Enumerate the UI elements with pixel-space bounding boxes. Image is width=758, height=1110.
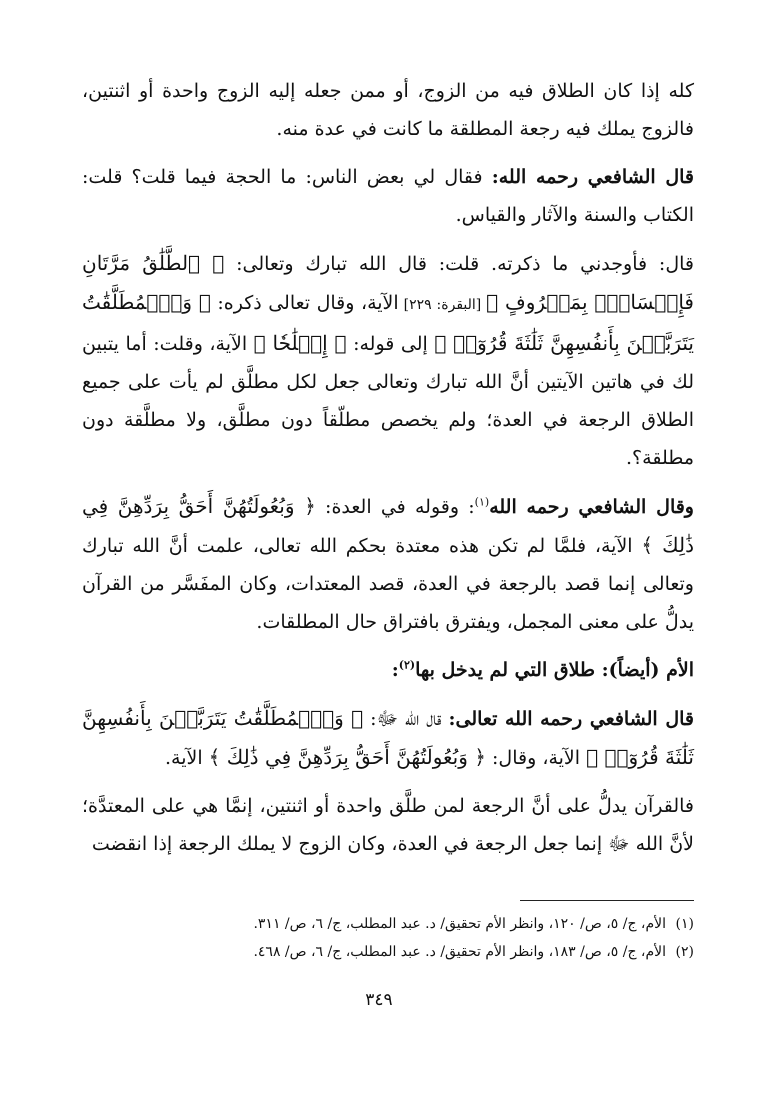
section-heading — [82, 651, 694, 689]
speaker-label: وقال الشافعي رحمه الله — [489, 496, 694, 518]
quran-verse: ﴿ وَبُعُولَتُهُنَّ أَحَقُّ بِرَدِّهِنَّ فِي ذَٰلِكَ ﴾ — [208, 745, 486, 769]
paragraph-2-text: فقال لي بعض الناس: ما الحجة فيما قلت؟ قلت: الكتاب والسنة والآثار والقياس. — [82, 166, 694, 226]
paragraph-3-text-3: إلى قوله: — [346, 333, 435, 355]
footnotes — [82, 910, 694, 966]
paragraph-2 — [82, 158, 694, 234]
footnote-item — [82, 938, 694, 966]
page-body — [82, 72, 694, 873]
paragraph-4-text-1: : وقوله في العدة: — [315, 496, 475, 518]
paragraph-5-text-1: قال الله ﷻ: — [363, 708, 449, 730]
paragraph-6 — [82, 787, 694, 863]
paragraph-3-text-2: الآية، وقال تعالى ذكره: — [210, 292, 399, 314]
section-heading-text: الأم (أيضاً): طلاق التي لم يدخل بها — [415, 659, 694, 681]
paragraph-5 — [82, 699, 694, 777]
paragraph-1-text: كله إذا كان الطلاق فيه من الزوج، أو ممن جعله إليه الزوج واحدة أو اثنتين، فالزوج يملك فيه رجعة المطلقة ما كانت في عدة منه. — [82, 80, 694, 140]
footnote-text: الأم، ج/ ٥، ص/ ١٢٠، وانظر الأم تحقيق/ د. عبد المطلب، ج/ ٦، ص/ ٣١١. — [253, 916, 666, 932]
section-heading-colon: : — [391, 659, 399, 681]
quran-verse: ﴿ ٱلطَّلَٰقُ مَرَّتَانِ فَإِمۡسَاكُۢ بِمَعۡرُوفٍ ﴾ — [82, 251, 694, 314]
paragraph-4 — [82, 487, 694, 641]
footnote-number: (١) — [675, 916, 694, 932]
page-number: ٣٤٩ — [365, 990, 393, 1010]
footnote-item — [82, 910, 694, 938]
speaker-label: قال الشافعي رحمه الله تعالى: — [448, 708, 694, 730]
quran-verse: ﴿ وَٱلۡمُطَلَّقَٰتُ يَتَرَبَّصۡنَ بِأَنفُسِهِنَّ ثَلَٰثَةَ قُرُوٓءٖ ﴾ — [82, 706, 694, 769]
paragraph-5-text-3: الآية. — [164, 747, 209, 769]
paragraph-3-text-4: الآية، وقلت: أما يتبين لك في هاتين الآيتين أنَّ الله تبارك وتعالى جعل لكل مطلَّق لم يأت على جميع الطلاق الرجعة في العدة؛ ولم يخصص مطلّقاً دون مطلَّق، ولا مطلَّقة دون مطلقة؟. — [82, 333, 694, 469]
footnote-number: (٢) — [675, 944, 694, 960]
paragraph-5-text-2: الآية، وقال: — [485, 747, 587, 769]
footnote-marker: (١) — [474, 495, 490, 509]
paragraph-3-text-1: قال: فأوجدني ما ذكرته. قلت: قال الله تبارك وتعالى: — [224, 253, 694, 275]
footnote-text: الأم، ج/ ٥، ص/ ١٨٣، وانظر الأم تحقيق/ د. عبد المطلب، ج/ ٦، ص/ ٤٦٨. — [253, 944, 666, 960]
quran-verse: ﴿ وَبُعُولَتُهُنَّ أَحَقُّ بِرَدِّهِنَّ فِي ذَٰلِكَ ﴾ — [82, 494, 694, 557]
quran-verse: ﴿ وَٱلۡمُطَلَّقَٰتُ يَتَرَبَّصۡنَ بِأَنفُسِهِنَّ ثَلَٰثَةَ قُرُوٓءٖ ﴾ — [82, 290, 694, 355]
paragraph-6-text: فالقرآن يدلُّ على أنَّ الرجعة لمن طلَّق واحدة أو اثنتين، إنمَّا هي على المعتدَّة؛ لأنَّ الله ﷻ إنما جعل الرجعة في العدة، وكان الزوج لا يملك الرجعة إذا انقضت — [82, 795, 694, 855]
quran-verse: ﴿ إِصۡلَٰحٗا ﴾ — [253, 331, 347, 355]
verse-reference: [البقرة: ٢٢٩] — [398, 297, 487, 313]
speaker-label: قال الشافعي رحمه الله: — [491, 166, 694, 188]
paragraph-3 — [82, 244, 694, 477]
footnote-marker: (٢) — [398, 658, 416, 672]
footnote-divider — [520, 900, 694, 901]
paragraph-1 — [82, 72, 694, 148]
paragraph-4-text-2: الآية، فلمَّا لم تكن هذه معتدة بحكم الله تعالى، علمت أنَّ الله تبارك وتعالى إنما قصد بالرجعة في العدة، قصد المعتدات، وكان المفَسَّر من القرآن يدلُّ على معنى المجمل، ويفترق بافتراق حال المطلقات. — [82, 535, 694, 633]
